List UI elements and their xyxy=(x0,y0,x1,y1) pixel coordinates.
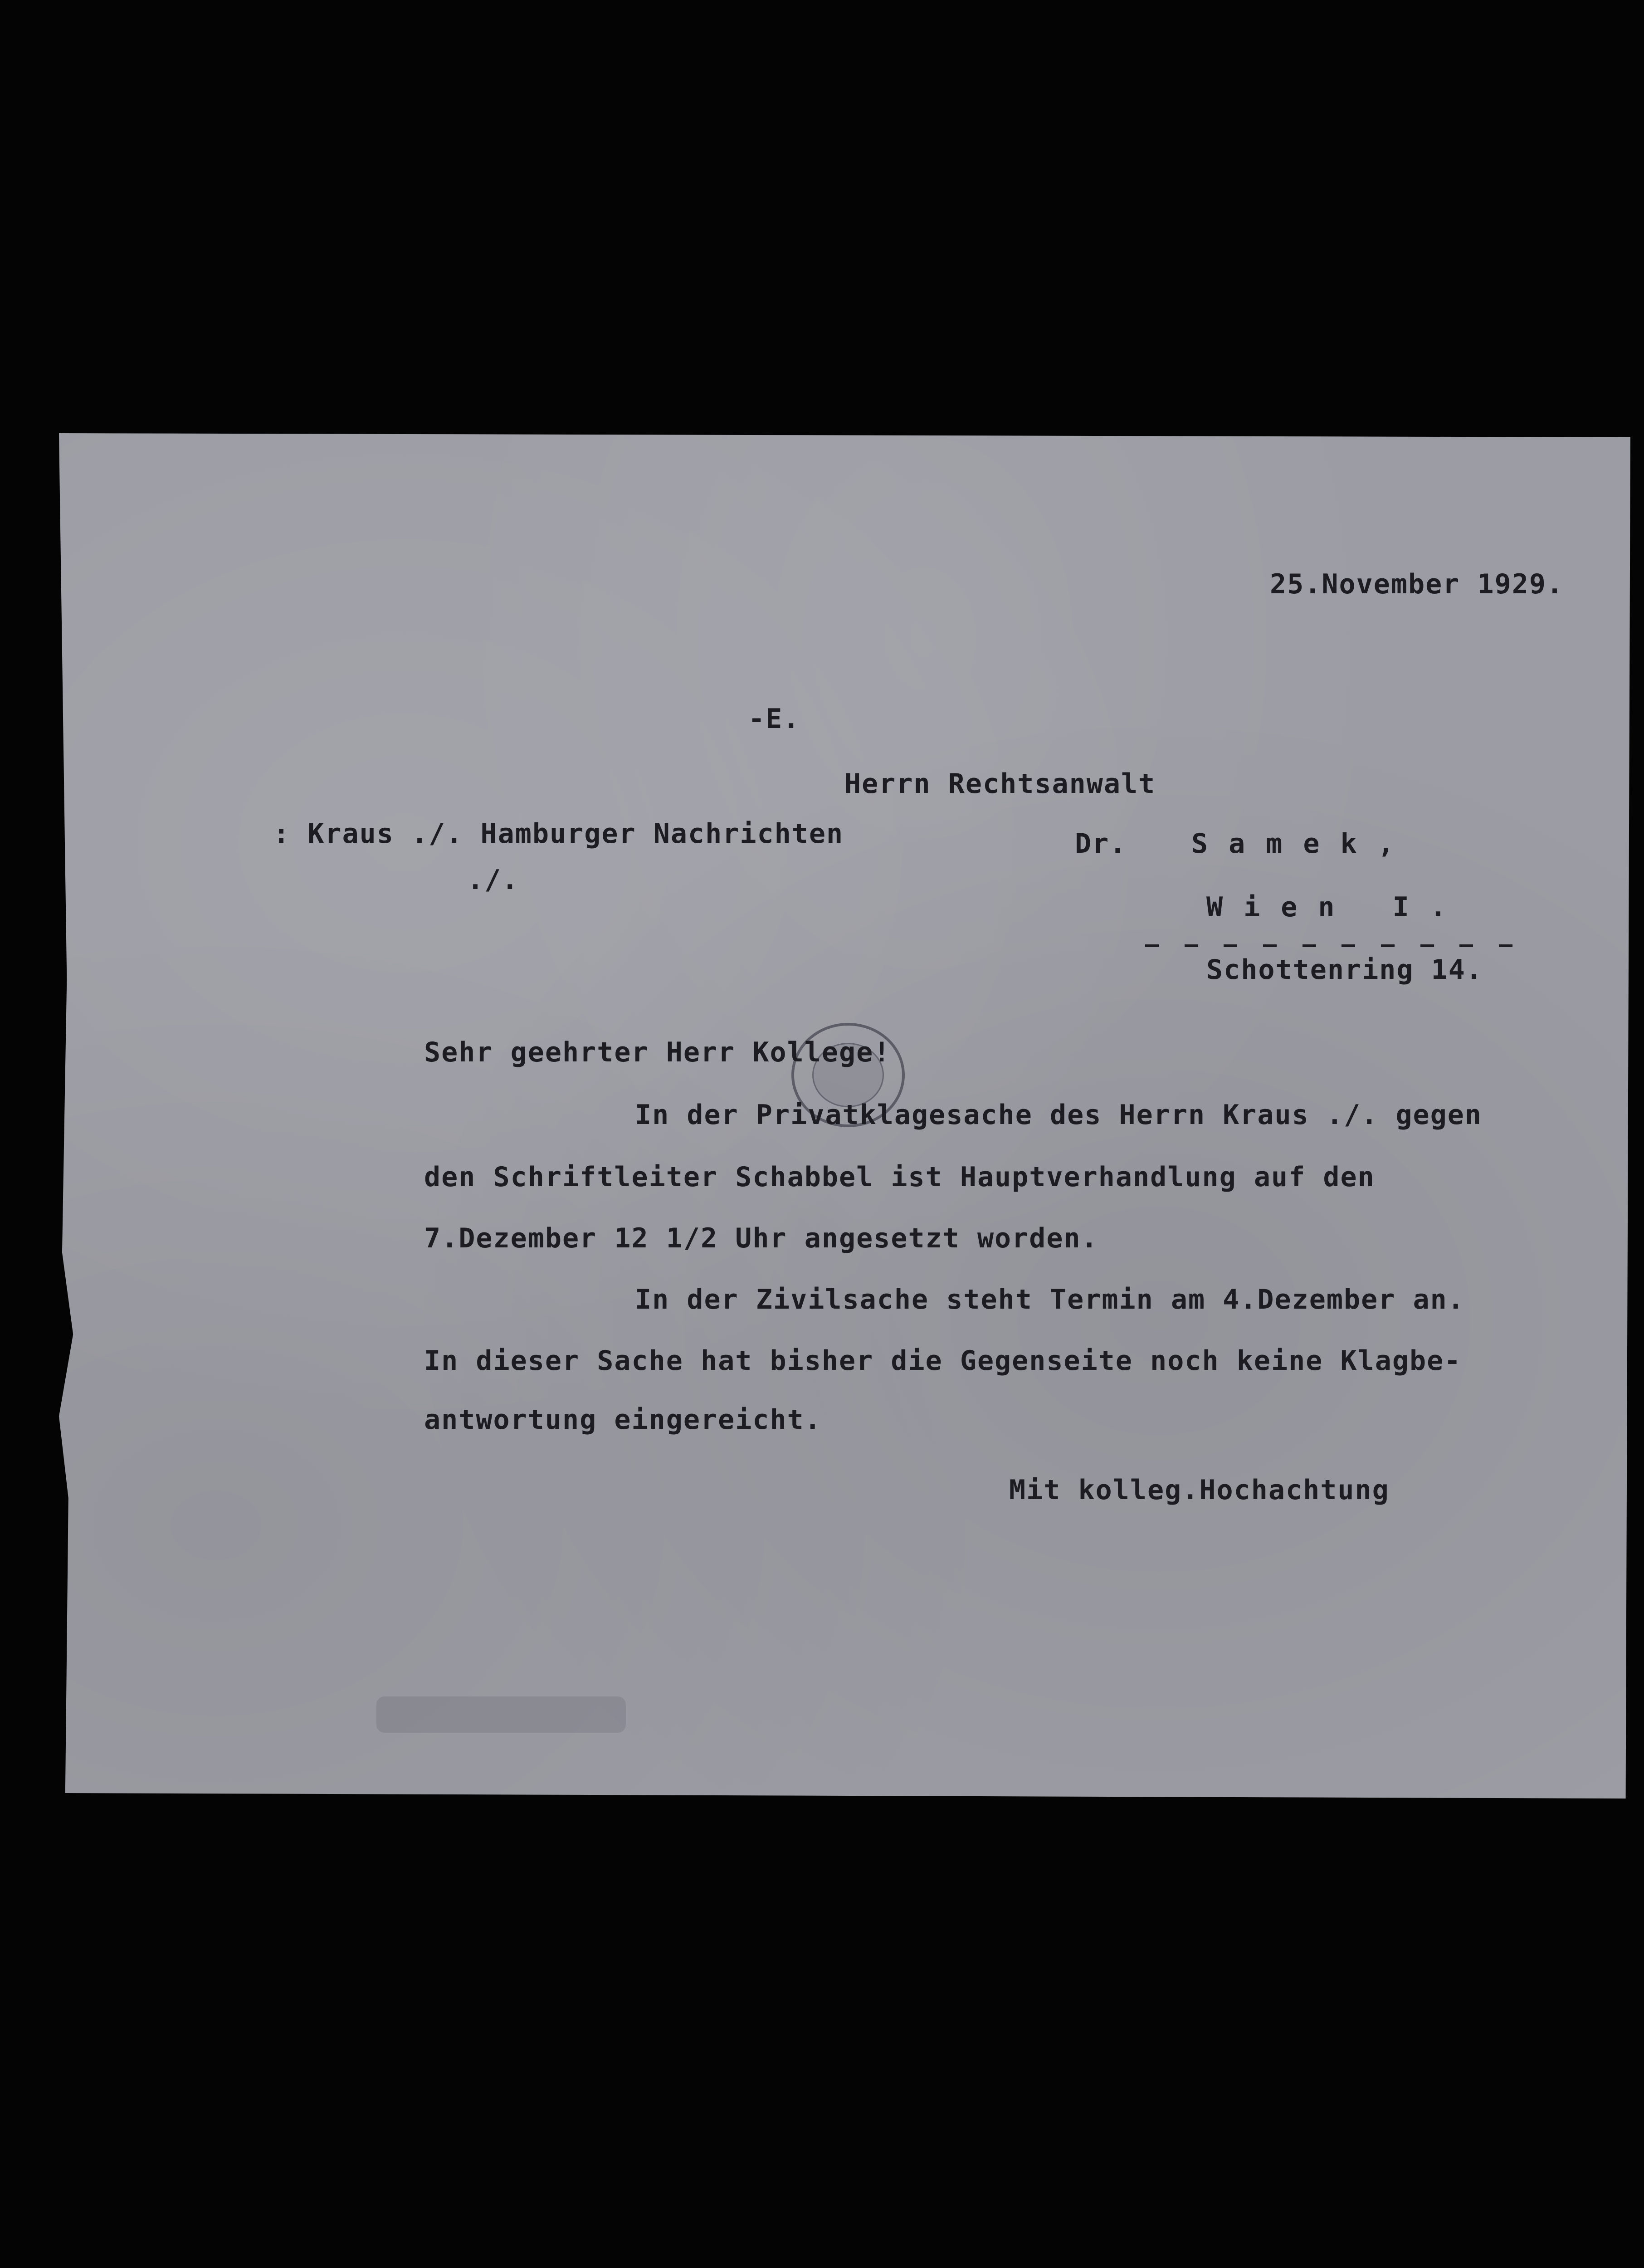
recipient-salutation-line: Herrn Rechtsanwalt xyxy=(844,768,1156,800)
recipient-title: Dr. xyxy=(1075,828,1127,860)
body-line-3: 7.Dezember 12 1/2 Uhr angesetzt worden. xyxy=(424,1222,1098,1254)
recipient-city: Wien I. xyxy=(1206,891,1467,923)
faint-date-stamp xyxy=(376,1696,626,1733)
body-line-6: antwortung eingereicht. xyxy=(424,1404,822,1436)
recipient-street: Schottenring 14. xyxy=(1206,954,1483,986)
body-line-5: In dieser Sache hat bisher die Gegenseite noch keine Klagbe- xyxy=(424,1345,1462,1377)
closing: Mit kolleg.Hochachtung xyxy=(1009,1474,1390,1506)
case-reference-continuation: ./. xyxy=(467,864,519,896)
reference-mark: -E. xyxy=(748,703,800,735)
letter-date: 25.November 1929. xyxy=(1270,568,1564,600)
body-line-1: In der Privatklagesache des Herrn Kraus ./. gegen xyxy=(635,1099,1483,1131)
case-reference-line: : Kraus ./. Hamburger Nachrichten xyxy=(273,818,844,850)
greeting: Sehr geehrter Herr Kollege! xyxy=(424,1036,891,1068)
recipient-surname: Samek, xyxy=(1191,828,1415,860)
body-line-2: den Schriftleiter Schabbel ist Hauptverhandlung auf den xyxy=(424,1161,1375,1193)
body-line-4: In der Zivilsache steht Termin am 4.Dezember an. xyxy=(635,1284,1465,1315)
